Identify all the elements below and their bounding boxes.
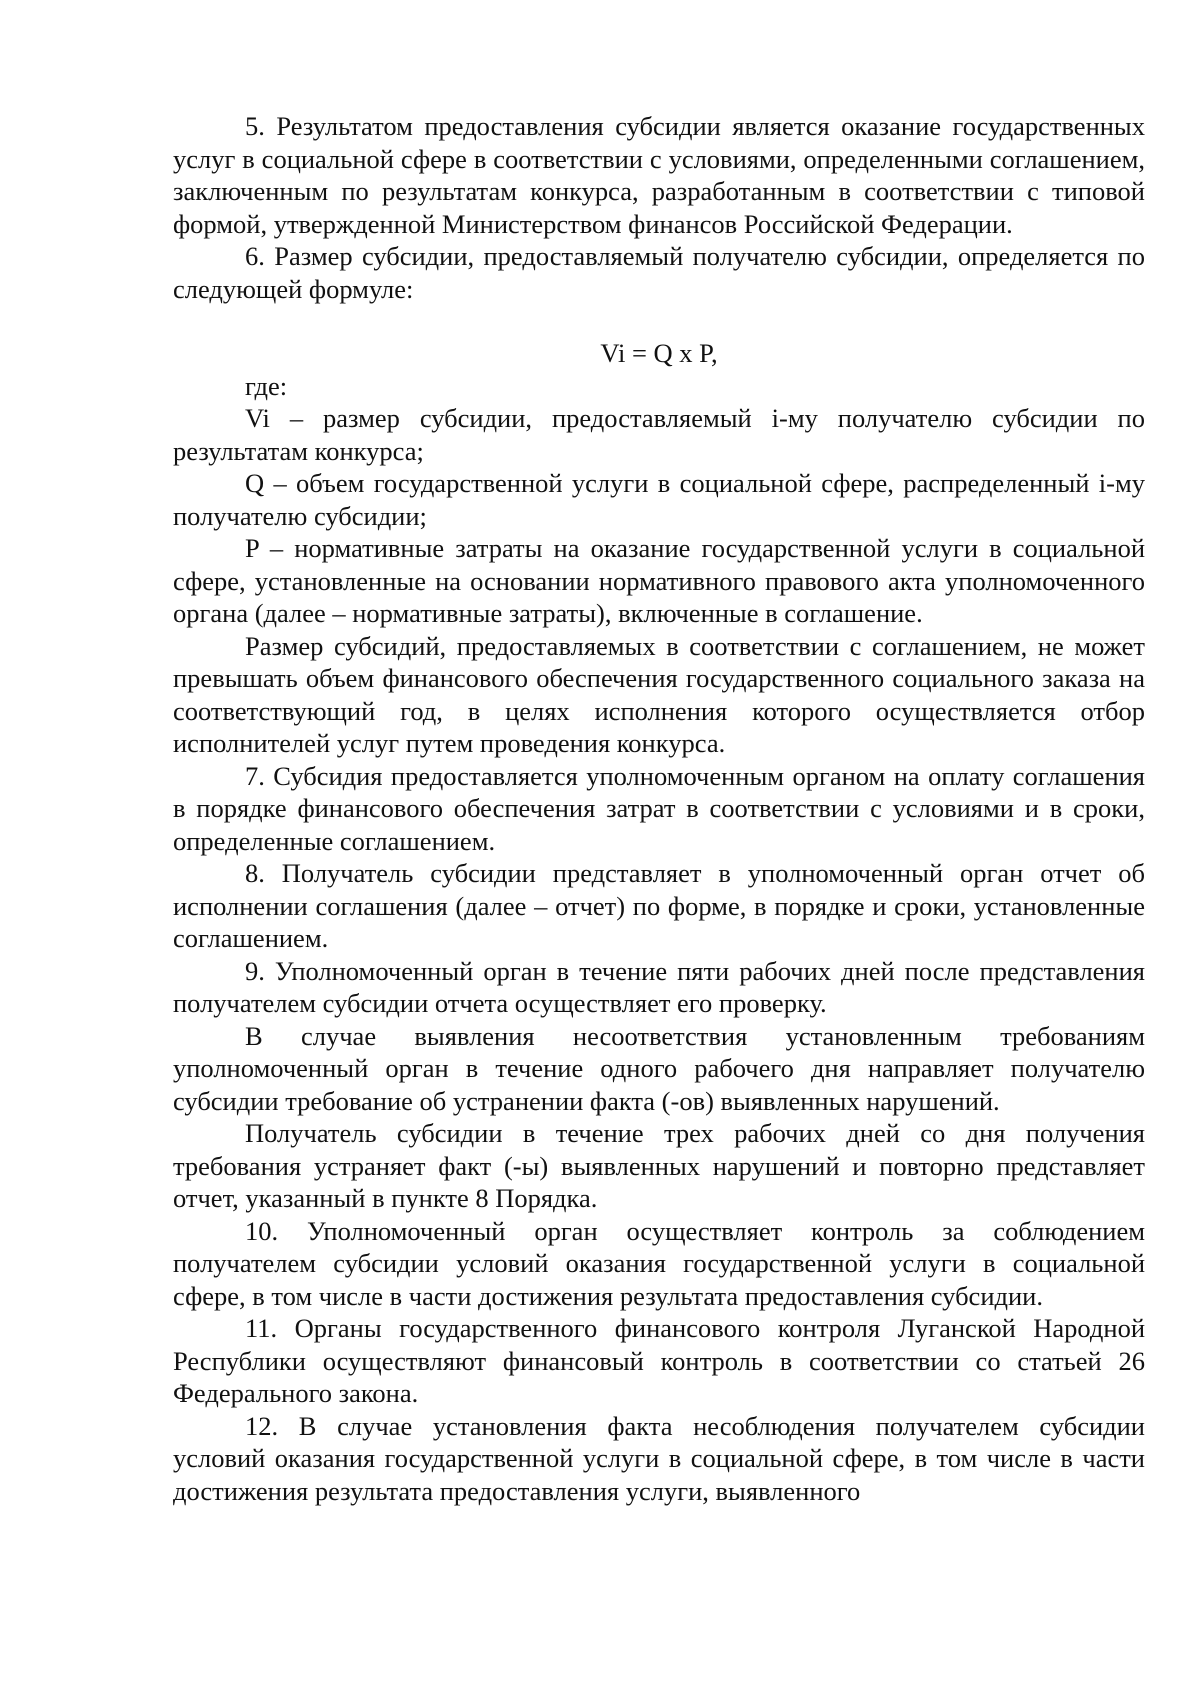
paragraph-5: 5. Результатом предоставления субсидии является оказание государственных услуг в социальной сфере в соответствии с условиями, определенными соглашением, заключенным по результатам конкурса, разработанным в соответствии с типовой формой, утвержденной Министерством финансов Российской Федерации.	[173, 111, 1145, 239]
paragraph-8: 8. Получатель субсидии представляет в уполномоченный орган отчет об исполнении соглашения (далее – отчет) по форме, в порядке и сроки, установленные соглашением.	[173, 858, 1145, 953]
definition-q: Q – объем государственной услуги в социальной сфере, распределенный i-му получателю субсидии;	[173, 468, 1145, 531]
document-page	[173, 110, 1145, 1507]
paragraph-6: 6. Размер субсидии, предоставляемый получателю субсидии, определяется по следующей формуле:	[173, 241, 1145, 304]
paragraph-subsidy-limit: Размер субсидий, предоставляемых в соответствии с соглашением, не может превышать объем финансового обеспечения государственного социального заказа на соответствующий год, в целях исполнения которого осуществляется отбор исполнителей услуг путем проведения конкурса.	[173, 630, 1145, 758]
definition-vi: Vi – размер субсидии, предоставляемый i-му получателю субсидии по результатам конкурса;	[173, 403, 1145, 466]
paragraph-where: где:	[245, 370, 288, 401]
paragraph-11: 11. Органы государственного финансового контроля Луганской Народной Республики осуществляют финансовый контроль в соответствии со статьей 26 Федерального закона.	[173, 1313, 1145, 1408]
paragraph-9: 9. Уполномоченный орган в течение пяти рабочих дней после представления получателем субсидии отчета осуществляет его проверку.	[173, 955, 1145, 1018]
paragraph-7: 7. Субсидия предоставляется уполномоченным органом на оплату соглашения в порядке финансового обеспечения затрат в соответствии с условиями и в сроки, определенные соглашением.	[173, 760, 1145, 856]
definition-p: P – нормативные затраты на оказание государственной услуги в социальной сфере, установленные на основании нормативного правового акта уполномоченного органа (далее – нормативные затраты), включенные в соглашение.	[173, 533, 1145, 628]
paragraph-9-violations: В случае выявления несоответствия установленным требованиям уполномоченный орган в течение одного рабочего дня направляет получателю субсидии требование об устранении факта (-ов) выявленных нарушений.	[173, 1020, 1145, 1116]
formula: Vi = Q x P,	[600, 338, 718, 368]
paragraph-12: 12. В случае установления факта несоблюдения получателем субсидии условий оказания государственной услуги в социальной сфере, в том числе в части достижения результата предоставления услуги, выявленного	[173, 1410, 1145, 1506]
paragraph-9-correction: Получатель субсидии в течение трех рабочих дней со дня получения требования устраняет факт (-ы) выявленных нарушений и повторно представляет отчет, указанный в пункте 8 Порядка.	[173, 1118, 1145, 1213]
paragraph-10: 10. Уполномоченный орган осуществляет контроль за соблюдением получателем субсидии условий оказания государственной услуги в социальной сфере, в том числе в части достижения результата предоставления субсидии.	[173, 1215, 1145, 1311]
